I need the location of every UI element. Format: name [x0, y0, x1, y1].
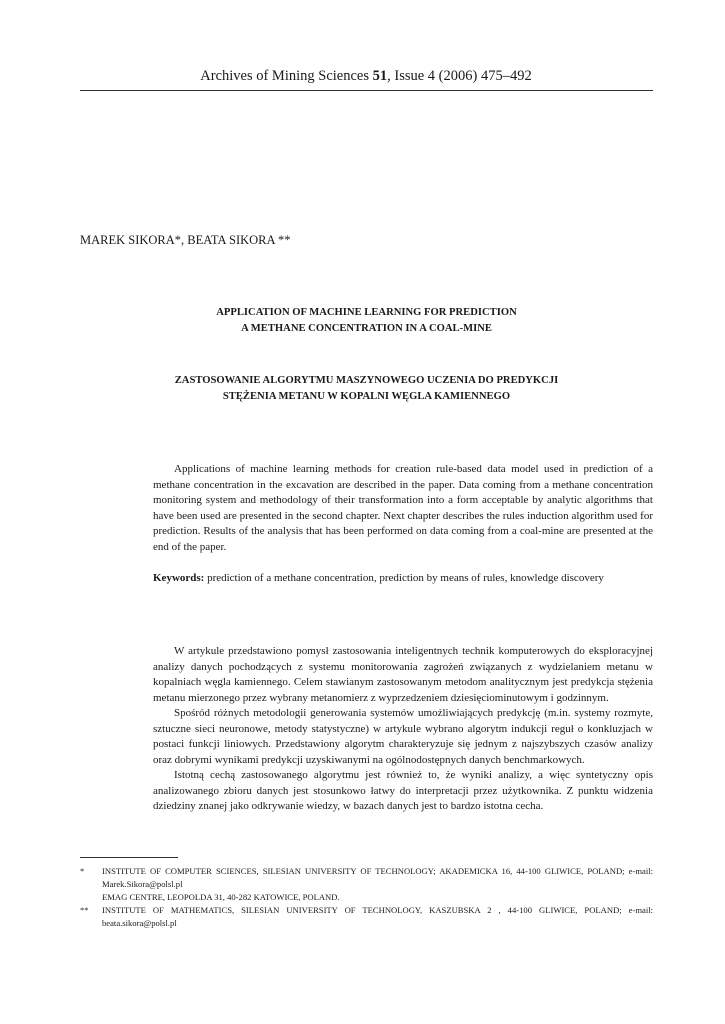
- title-english-line-1: APPLICATION OF MACHINE LEARNING FOR PREDICTION: [216, 307, 517, 318]
- title-polish-line-1: ZASTOSOWANIE ALGORYTMU MASZYNOWEGO UCZENIA DO PREDYKCJI: [174, 375, 559, 386]
- keywords: [153, 571, 663, 587]
- title-english: [80, 305, 653, 337]
- title-polish: [80, 373, 653, 405]
- title-polish-line-2: STĘŻENIA METANU W KOPALNI WĘGLA KAMIENNEGO: [222, 391, 511, 402]
- issue-pages: , Issue 4 (2006) 475–492: [387, 68, 532, 84]
- footnote-2: [80, 904, 653, 930]
- footnote-1-affiliation: INSTITUTE OF COMPUTER SCIENCES, SILESIAN UNIVERSITY OF TECHNOLOGY; AKADEMICKA 16, 44-100 GLIWICE, POLAND; e-mail: Marek.Sikora@polsl.pl: [102, 866, 653, 889]
- footnotes: [80, 865, 653, 930]
- header-rule: [80, 90, 653, 91]
- footnote-1: [80, 865, 653, 904]
- footnote-mark: *: [80, 866, 85, 876]
- footnote-2-affiliation: INSTITUTE OF MATHEMATICS, SILESIAN UNIVERSITY OF TECHNOLOGY, KASZUBSKA 2 , 44-100 GLIWICE, POLAND; e-mail: beata.sikora@polsl.pl: [102, 905, 653, 928]
- volume-number: 51: [372, 68, 388, 84]
- footnote-mark: **: [80, 905, 89, 915]
- footnote-1-second-affiliation: EMAG CENTRE, LEOPOLDA 31, 40-282 KATOWICE, POLAND.: [102, 892, 340, 902]
- body-text: [153, 644, 653, 815]
- keywords-text: prediction of a methane concentration, prediction by means of rules, knowledge discovery: [204, 572, 604, 584]
- body-paragraph-2: Spośród różnych metodologii generowania systemów umożliwiających predykcję (m.in. systemy rozmyte, sztuczne sieci neuronowe, metody statystyczne) w artykule wybrano algorytm indukcji reguł o konkluzjach w postaci funkcji liniowych. Przedstawiony algorytm charakteryzuje się jednym z najszybszych czasów analizy oraz dobrymi wynikami predykcji uzyskiwanymi na ogólnodostępnych danych benchmarkowych.: [153, 707, 653, 766]
- title-english-line-2: A METHANE CONCENTRATION IN A COAL-MINE: [241, 323, 492, 334]
- keywords-label: Keywords:: [153, 572, 205, 584]
- authors: MAREK SIKORA*, BEATA SIKORA **: [80, 233, 291, 247]
- body-paragraph-3: Istotną cechą zastosowanego algorytmu jest również to, że wyniki analizy, a więc syntetyczny opis analizowanego zbioru danych jest stosunkowo łatwy do interpretacji przez użytkownika. Z punktu widzenia dziedziny znanej jako odkrywanie wiedzy, w bazach danych jest to bardzo istotna cecha.: [153, 769, 653, 812]
- footnote-rule: [80, 857, 178, 858]
- abstract: Applications of machine learning methods for creation rule-based data model used in prediction of a methane concentration in the excavation are described in the paper. Data coming from a methane concentration monitoring system and methodology of their transformation into a form acceptable by analytic algorithms that have been used are presented in the second chapter. Next chapter describes the rules induction algorithm used for prediction. Results of the analysis that has been performed on data coming from a coal-mine are presented at the end of the paper.: [153, 463, 653, 553]
- running-header: [80, 68, 652, 85]
- body-paragraph-1: W artykule przedstawiono pomysł zastosowania inteligentnych technik komputerowych do eksploracyjnej analizy danych pochodzących z systemu monitorowania zagrożeń związanych z wydzielaniem metanu w kopalniach węgla kamiennego. Celem stawianym zastosowanym metodom analitycznym jest predykcja stężenia metanu mierzonego przez wybrany metanomierz z wyprzedzeniem dziesięciominutowym i godzinnym.: [153, 645, 653, 704]
- journal-name: Archives of Mining Sciences: [200, 68, 373, 84]
